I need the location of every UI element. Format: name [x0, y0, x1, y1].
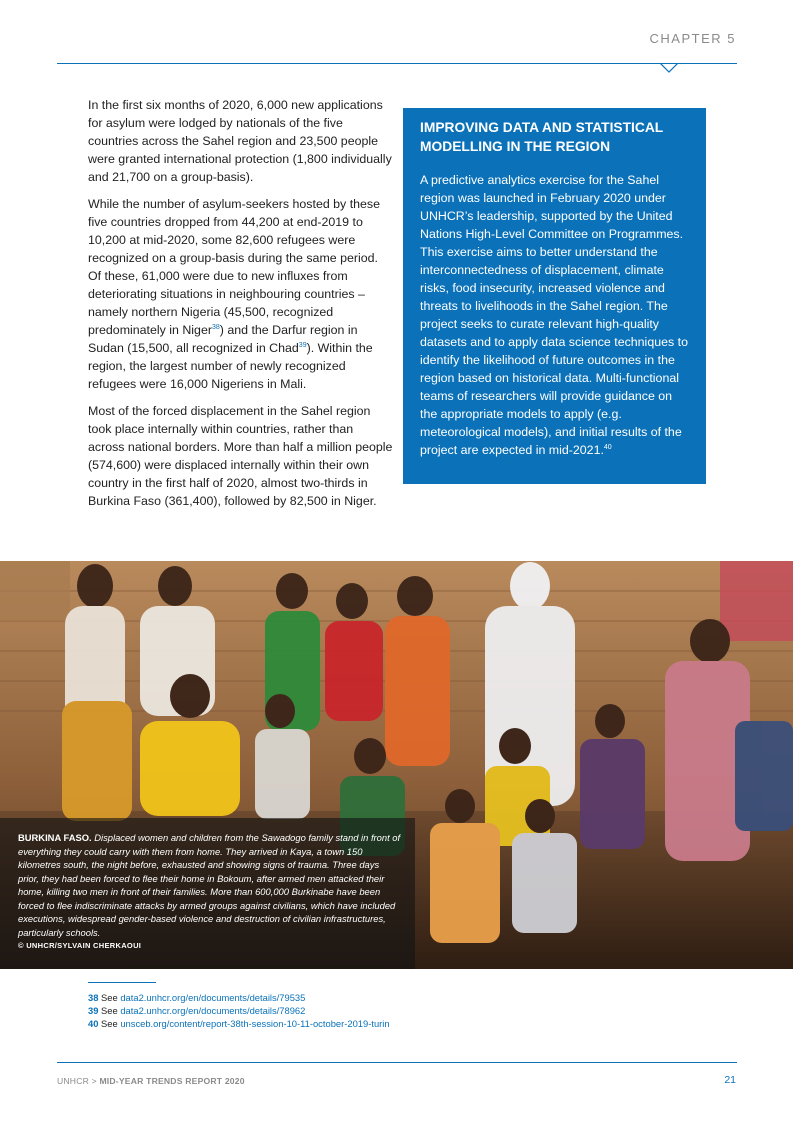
footer-rule	[57, 1062, 737, 1063]
photo-caption	[0, 818, 415, 969]
header-rule	[57, 63, 737, 64]
photo-credit: © UNHCR/SYLVAIN CHERKAOUI	[18, 941, 142, 950]
footnote-39	[88, 1004, 390, 1017]
header-notch	[660, 63, 678, 73]
footnote-prefix: See	[98, 992, 121, 1003]
footer-breadcrumb	[57, 1076, 245, 1086]
footnote-ref-40[interactable]: 40	[603, 443, 612, 451]
paragraph-2	[88, 195, 393, 393]
sidebar-body-text: A predictive analytics exercise for the Sahel region was launched in February 2020 under UNHCR’s leadership, supported by the United Nations High-Level Committee on Programmes. This exercise aims to better understand the interconnectedness of displacement, climate risks, food insecurity, increased violence and threats to livelihoods in the Sahel region. The project seeks to curate relevant high-quality datasets and to apply data science techniques to identify the likelihood of future outcomes in the region based on historical data. Multi-functional teams of researchers will provide guidance on the appropriate models to apply (e.g. meteorological models), and initial results of the project are expected in mid-2021.	[420, 173, 688, 457]
footnote-ref-38[interactable]: 38	[211, 323, 220, 331]
sidebar-title: IMPROVING DATA AND STATISTICAL MODELLING IN THE REGION	[420, 120, 663, 154]
footnote-40	[88, 1017, 390, 1030]
paragraph-3: Most of the forced displacement in the Sahel region took place internally within countries, rather than across national borders. More than half a million people (574,600) were displaced internally within their own country in the first half of 2020, almost two-thirds in Burkina Faso (361,400), followed by 82,500 in Niger.	[88, 404, 393, 508]
footnote-number: 40	[88, 1018, 99, 1029]
sidebar-body	[420, 171, 689, 459]
footnote-prefix: See	[98, 1018, 121, 1029]
chapter-label: CHAPTER 5	[649, 31, 736, 46]
footnote-prefix: See	[98, 1005, 121, 1016]
paragraph-1: In the first six months of 2020, 6,000 new applications for asylum were lodged by nationals of the five countries across the Sahel region and 23,500 people were granted international protection (1,800 individually and 21,700 on a group-basis).	[88, 98, 392, 184]
footnote-link[interactable]: unsceb.org/content/report-38th-session-10-11-october-2019-turin	[120, 1018, 390, 1029]
caption-location: BURKINA FASO.	[18, 832, 92, 843]
footnote-number: 38	[88, 992, 99, 1003]
footnote-ref-39[interactable]: 39	[298, 341, 307, 349]
left-column	[88, 96, 393, 519]
footnote-38	[88, 991, 390, 1004]
footnotes	[88, 991, 390, 1030]
footnote-rule	[88, 982, 156, 983]
footer-document-title: MID-YEAR TRENDS REPORT 2020	[99, 1076, 245, 1086]
caption-text: Displaced women and children from the Sawadogo family stand in front of everything they could carry with them from home. They arrived in Kaya, a town 150 kilometres south, the night before, exhausted and showing signs of trauma. Three days prior, they had been forced to flee their home in Bokoum, after armed men attacked their home, killing two men in front of their families. More than 600,000 Burkinabe have been forced to flee indiscriminate attacks by armed groups against civilians, which have included executions, widespread gender-based violence and destruction of civilian infrastructures, particularly schools.	[18, 832, 401, 938]
footnote-number: 39	[88, 1005, 99, 1016]
footer-org: UNHCR >	[57, 1076, 100, 1086]
footnote-link[interactable]: data2.unhcr.org/en/documents/details/78962	[120, 1005, 306, 1016]
sidebar-box	[403, 108, 706, 484]
page-number: 21	[724, 1074, 736, 1086]
paragraph-2-part-a: While the number of asylum-seekers hosted by these five countries dropped from 44,200 at end-2019 to 10,200 at mid-2020, some 82,600 refugees were recognized on a group-basis during the same period. Of these, 61,000 were due to new influxes from deteriorating situations in neighbouring countries – namely northern Nigeria (45,500, recognized predominately in Niger	[88, 197, 381, 337]
footnote-link[interactable]: data2.unhcr.org/en/documents/details/79535	[120, 992, 306, 1003]
paragraph-2-part-b: ) and the Darfur region in Sudan (15,500, all recognized in Chad	[88, 323, 358, 355]
paragraph-2-part-c: ). Within the region, the largest number of newly recognized refugees were 16,000 Nigeriens in Mali.	[88, 341, 373, 391]
